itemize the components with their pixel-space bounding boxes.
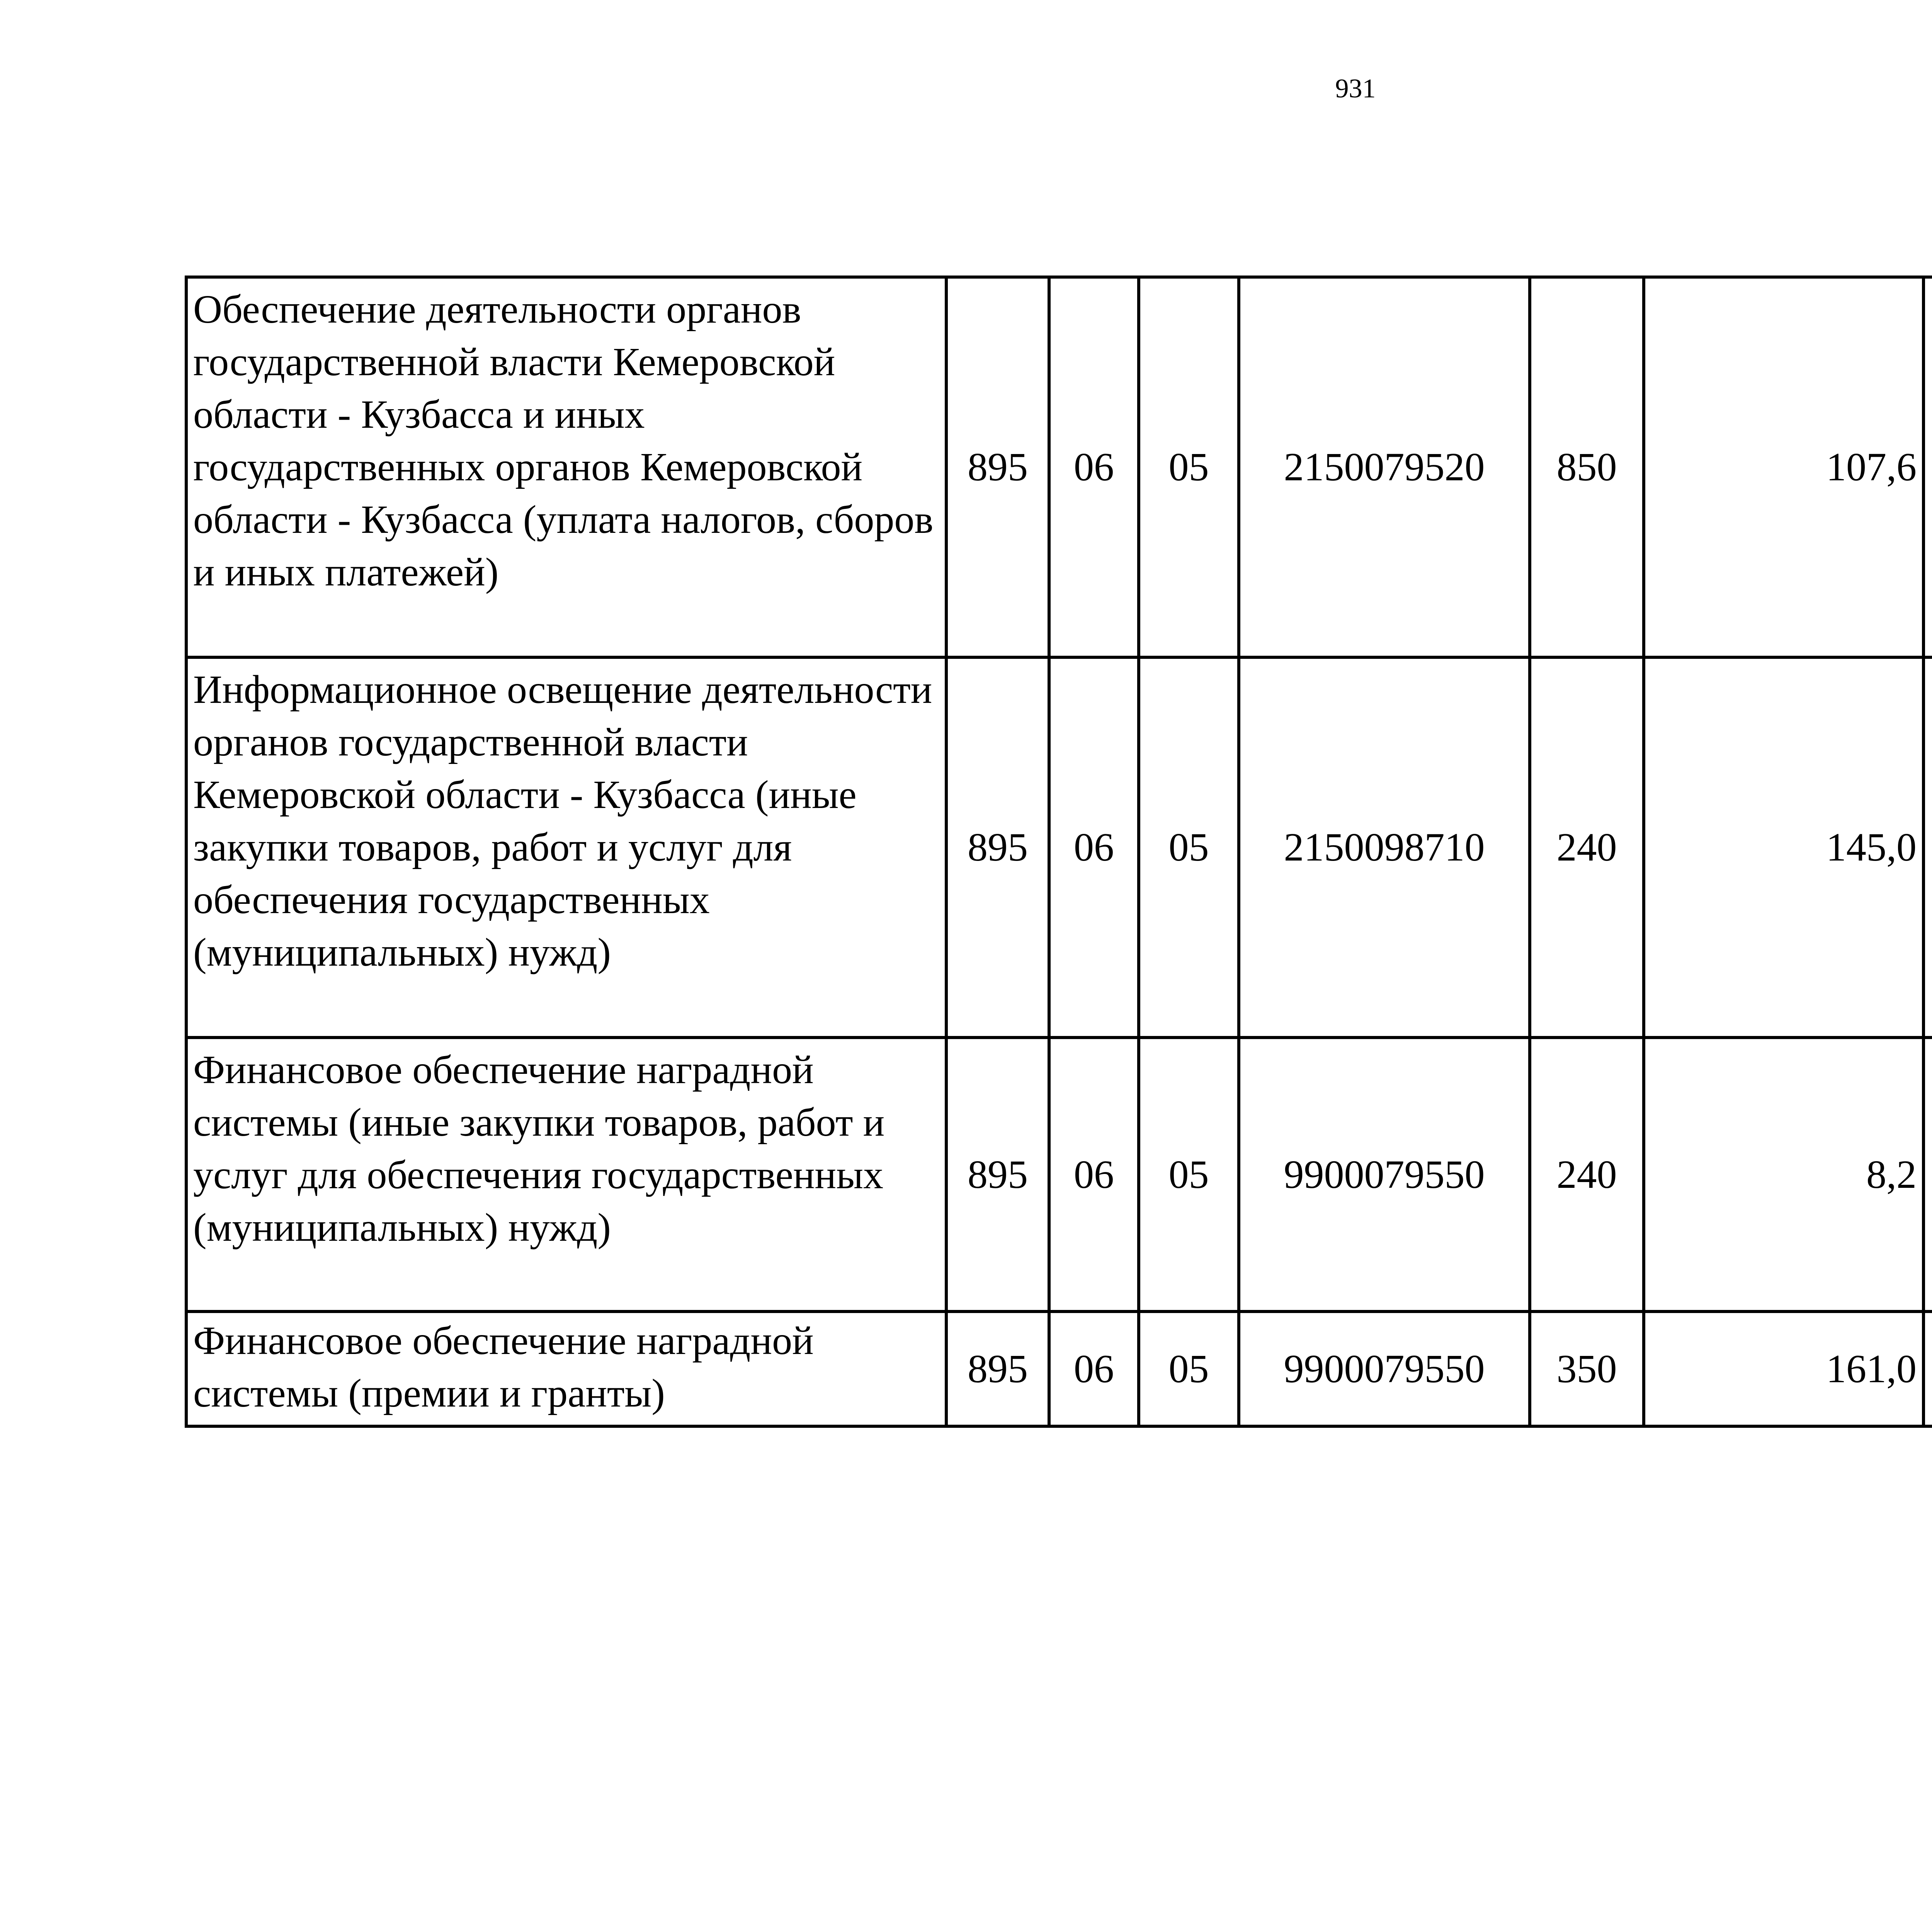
- amount-cell-1: 107,6: [1644, 277, 1923, 657]
- target-article-cell: 9900079550: [1239, 1038, 1530, 1311]
- ministry-code-cell: 895: [946, 657, 1049, 1038]
- section-code-cell: 06: [1049, 1311, 1139, 1426]
- subsection-code-cell: 05: [1139, 277, 1239, 657]
- ministry-code-cell: 895: [946, 1311, 1049, 1426]
- amount-cell-2: [1923, 277, 1932, 657]
- target-article-cell: 9900079550: [1239, 1311, 1530, 1426]
- table-row: [186, 1311, 1932, 1426]
- page-number: 931: [1335, 74, 1376, 104]
- expense-type-cell: 350: [1530, 1311, 1644, 1426]
- section-code-cell: 06: [1049, 277, 1139, 657]
- subsection-code-cell: 05: [1139, 1038, 1239, 1311]
- target-article-cell: 2150098710: [1239, 657, 1530, 1038]
- table-row: [186, 657, 1932, 1038]
- amount-cell-1: 145,0: [1644, 657, 1923, 1038]
- budget-table: [185, 276, 1932, 1428]
- section-code-cell: 06: [1049, 1038, 1139, 1311]
- ministry-code-cell: 895: [946, 277, 1049, 657]
- amount-cell-2: [1923, 1311, 1932, 1426]
- expense-name-cell: Финансовое обеспечение наградной системы (иные закупки товаров, работ и услуг для обеспечения государственных (муниципальных) нужд): [186, 1038, 946, 1311]
- expense-type-cell: 240: [1530, 657, 1644, 1038]
- amount-cell-1: 8,2: [1644, 1038, 1923, 1311]
- amount-cell-2: [1923, 1038, 1932, 1311]
- expense-name-cell: Обеспечение деятельности органов государственной власти Кемеровской области - Кузбасса и иных государственных органов Кемеровской области - Кузбасса (уплата налогов, сборов и иных платежей): [186, 277, 946, 657]
- ministry-code-cell: 895: [946, 1038, 1049, 1311]
- amount-cell-1: 161,0: [1644, 1311, 1923, 1426]
- table-row: [186, 277, 1932, 657]
- section-code-cell: 06: [1049, 657, 1139, 1038]
- expense-name-cell: Финансовое обеспечение наградной системы (премии и гранты): [186, 1311, 946, 1426]
- subsection-code-cell: 05: [1139, 657, 1239, 1038]
- table-row: [186, 1038, 1932, 1311]
- expense-type-cell: 240: [1530, 1038, 1644, 1311]
- amount-cell-2: [1923, 657, 1932, 1038]
- target-article-cell: 2150079520: [1239, 277, 1530, 657]
- subsection-code-cell: 05: [1139, 1311, 1239, 1426]
- expense-type-cell: 850: [1530, 277, 1644, 657]
- expense-name-cell: Информационное освещение деятельности органов государственной власти Кемеровской области - Кузбасса (иные закупки товаров, работ и услуг для обеспечения государственных (муниципальных) нужд): [186, 657, 946, 1038]
